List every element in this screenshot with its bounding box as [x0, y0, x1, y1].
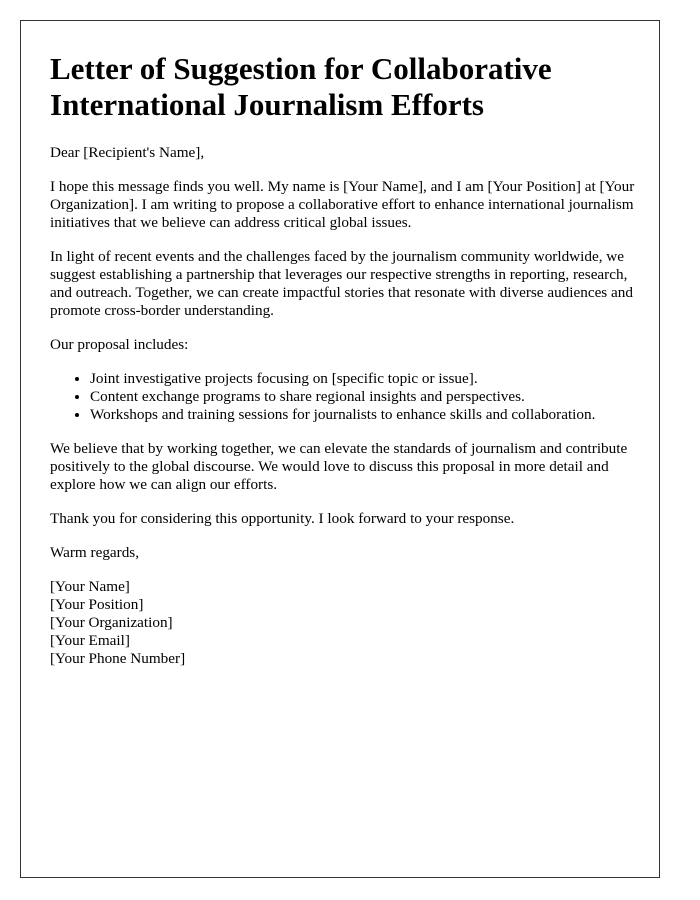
signature-name: [Your Name]	[50, 578, 130, 595]
signature-phone: [Your Phone Number]	[50, 650, 186, 667]
signature-email: [Your Email]	[50, 632, 130, 649]
signature-position: [Your Position]	[50, 596, 144, 613]
list-item: • Joint investigative projects focusing on [specific topic or issue].	[90, 370, 650, 388]
proposal-intro: Our proposal includes:	[50, 336, 189, 353]
intro-paragraph: I hope this message finds you well. My name is [Your Name], and I am [Your Position] at [Your Organization]. I am writing to propose a collaborative effort to enhance international journalism initiatives that we believe can address critical global issues.	[50, 178, 635, 231]
salutation: Dear [Recipient's Name],	[50, 144, 205, 161]
list-item: • Workshops and training sessions for journalists to enhance skills and collaboration.	[90, 406, 650, 424]
letter-content	[50, 51, 650, 668]
signature-organization: [Your Organization]	[50, 614, 173, 631]
sign-off: Warm regards,	[50, 544, 140, 561]
closing-paragraph: We believe that by working together, we can elevate the standards of journalism and contribute positively to the global discourse. We would love to discuss this proposal in more detail and explore how we can align our efforts.	[50, 440, 628, 493]
proposal-list	[50, 370, 650, 424]
thank-you-paragraph: Thank you for considering this opportunity. I look forward to your response.	[50, 510, 515, 527]
signature-block	[50, 578, 650, 668]
letter-page	[20, 20, 660, 878]
context-paragraph: In light of recent events and the challenges faced by the journalism community worldwide, we suggest establishing a partnership that leverages our respective strengths in reporting, research, and outreach. Together, we can create impactful stories that resonate with diverse audiences and promote cross-border understanding.	[50, 248, 633, 319]
letter-title: Letter of Suggestion for Collaborative International Journalism Efforts	[50, 51, 552, 122]
list-item: • Content exchange programs to share regional insights and perspectives.	[90, 388, 650, 406]
